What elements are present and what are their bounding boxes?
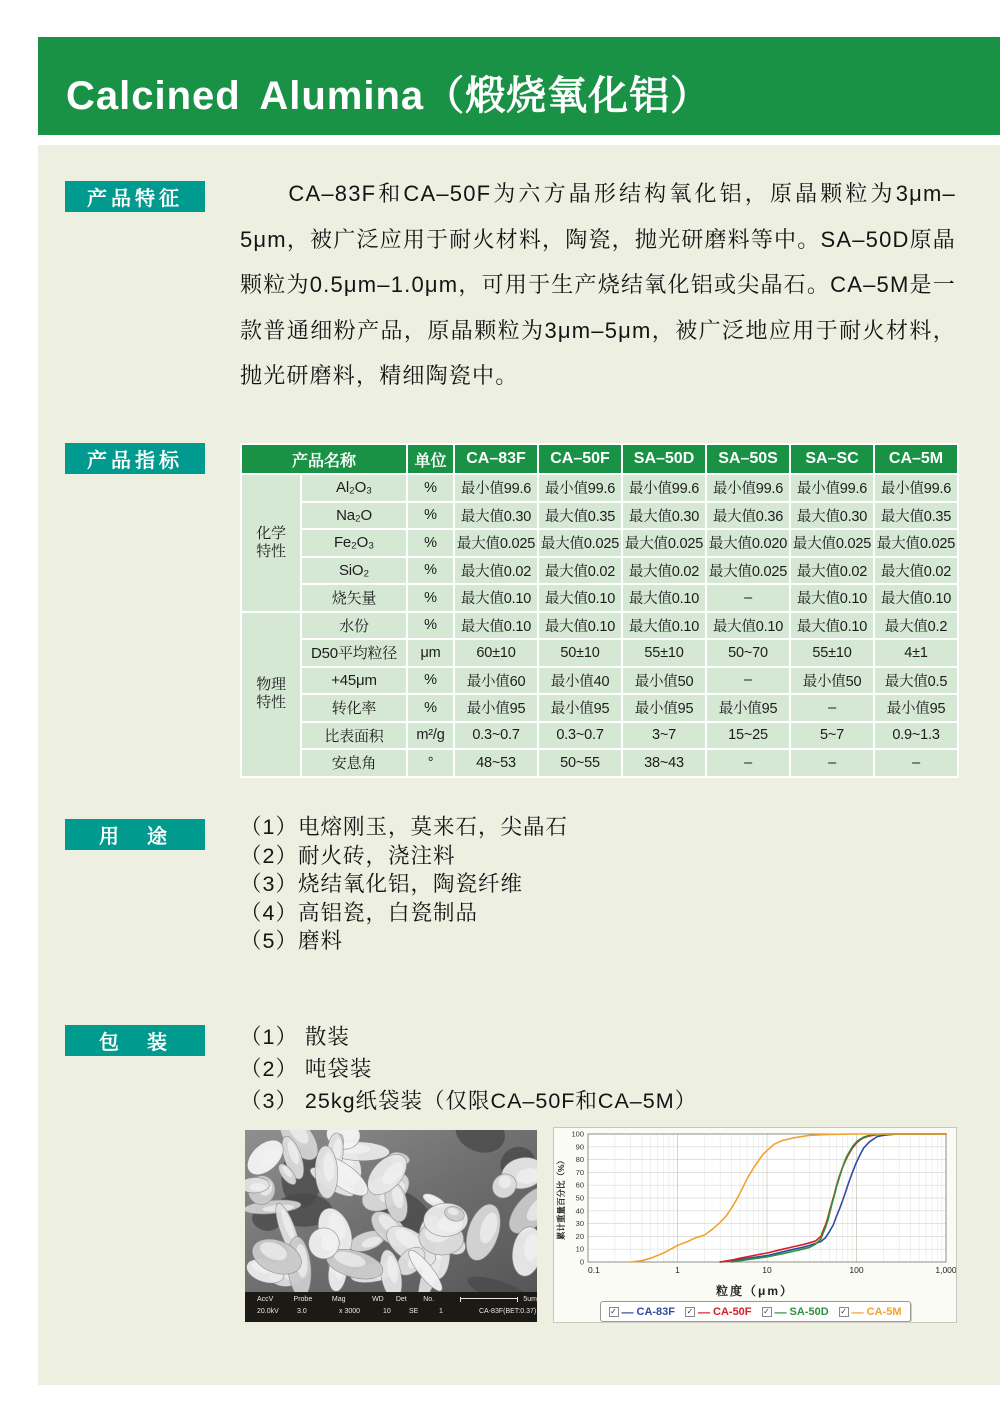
value-cell: – [706, 749, 790, 777]
unit-cell: μm [407, 639, 454, 667]
sem-sample-id: CA-83F(BET:0.37) [479, 1308, 537, 1315]
value-cell: 最小值95 [622, 694, 706, 722]
value-cell: 最大值0.020 [706, 529, 790, 557]
property-cell: 烧矢量 [301, 584, 407, 612]
sem-label-row [245, 1292, 537, 1304]
legend-item-SA-50D [762, 1306, 829, 1318]
legend-line-swatch: — [774, 1304, 787, 1319]
table-row [241, 529, 958, 557]
unit-cell: % [407, 667, 454, 695]
legend-item-CA-5M [839, 1306, 902, 1318]
unit-cell: % [407, 584, 454, 612]
property-cell: D50平均粒径 [301, 639, 407, 667]
y-tick-label: 40 [575, 1206, 584, 1216]
list-item: （1）电熔刚玉，莫来石，尖晶石 [240, 815, 568, 839]
legend-label: SA-50D [789, 1305, 829, 1318]
table-row [241, 612, 958, 640]
legend-line-swatch: — [621, 1304, 634, 1319]
page-title: Calcined Alumina（煅烧氧化铝） [66, 74, 712, 118]
value-cell: 5~7 [790, 722, 874, 750]
value-cell: 38~43 [622, 749, 706, 777]
value-cell: 最大值0.2 [874, 612, 958, 640]
sem-col-label: WD [372, 1296, 384, 1303]
row-group-label: 物理 特性 [241, 612, 301, 777]
value-cell: 最小值99.6 [454, 474, 538, 502]
value-cell: 最小值99.6 [538, 474, 622, 502]
value-cell: 最大值0.10 [790, 612, 874, 640]
content-panel [38, 145, 1000, 1385]
section-tag-uses: 用 途 [65, 819, 205, 850]
sem-col-value: x 3000 [339, 1308, 361, 1315]
property-cell: 安息角 [301, 749, 407, 777]
unit-cell: % [407, 474, 454, 502]
legend-checkbox-icon: ✓ [686, 1306, 694, 1316]
value-cell: 最大值0.025 [454, 529, 538, 557]
legend-checkbox-icon: ✓ [610, 1306, 617, 1316]
legend-label: CA-5M [866, 1305, 902, 1318]
x-tick-label: 10 [762, 1265, 772, 1275]
sem-col-label: Mag [331, 1296, 346, 1303]
value-cell: 50~55 [538, 749, 622, 777]
list-item: （5）磨料 [240, 929, 343, 953]
unit-cell: % [407, 612, 454, 640]
value-cell: – [706, 667, 790, 695]
value-cell: 最小值99.6 [874, 474, 958, 502]
x-tick-label: 0.1 [588, 1265, 600, 1275]
property-cell: +45μm [301, 667, 407, 695]
value-cell: 50±10 [538, 639, 622, 667]
value-cell: 最大值0.10 [454, 612, 538, 640]
value-cell: 最大值0.10 [538, 612, 622, 640]
sem-scale-label: 5um [523, 1296, 538, 1303]
y-tick-label: 70 [575, 1167, 584, 1177]
unit-cell: m²/g [407, 722, 454, 750]
value-cell: 最小值50 [790, 667, 874, 695]
sem-col-label: Probe [293, 1296, 313, 1303]
value-cell: 60±10 [454, 639, 538, 667]
value-cell: 最大值0.025 [790, 529, 874, 557]
list-item: （2） 吨袋装 [240, 1057, 373, 1081]
section-tag-specs: 产品指标 [65, 443, 205, 474]
value-cell: 4±1 [874, 639, 958, 667]
value-cell: 最小值95 [874, 694, 958, 722]
chart-legend [600, 1301, 911, 1322]
sem-col-label: AccV [257, 1296, 274, 1303]
value-cell: 最小值99.6 [622, 474, 706, 502]
table-row [241, 749, 958, 777]
value-cell: 最小值60 [454, 667, 538, 695]
value-cell: – [706, 584, 790, 612]
value-cell: 0.3~0.7 [538, 722, 622, 750]
sem-value-row [245, 1304, 537, 1316]
row-group-label: 化学 特性 [241, 474, 301, 612]
x-tick-label: 1 [675, 1265, 680, 1275]
section-tag-packaging: 包 装 [65, 1025, 205, 1056]
psd-plot-area [554, 1128, 956, 1280]
list-item: （1） 散装 [240, 1025, 350, 1049]
sem-micrograph [245, 1130, 537, 1322]
value-cell: 最大值0.025 [538, 529, 622, 557]
value-cell: 最大值0.10 [538, 584, 622, 612]
legend-item-CA-50F [685, 1306, 752, 1318]
sem-col-value: 1 [439, 1308, 443, 1315]
value-cell: 最大值0.02 [538, 557, 622, 585]
sem-info-bar [245, 1292, 537, 1322]
value-cell: 0.9~1.3 [874, 722, 958, 750]
value-cell: 最大值0.30 [790, 502, 874, 530]
col-header-product: CA–83F [454, 444, 538, 474]
property-cell: 转化率 [301, 694, 407, 722]
table-row [241, 667, 958, 695]
col-header-product: CA–5M [874, 444, 958, 474]
y-tick-label: 60 [575, 1180, 584, 1190]
value-cell: 最小值99.6 [706, 474, 790, 502]
legend-item-CA-83F [609, 1306, 676, 1318]
legend-line-swatch: — [851, 1304, 864, 1319]
value-cell: 最大值0.02 [454, 557, 538, 585]
y-tick-label: 90 [575, 1142, 584, 1152]
packaging-list [240, 1021, 697, 1117]
value-cell: 最大值0.35 [874, 502, 958, 530]
unit-cell: % [407, 694, 454, 722]
value-cell: 最大值0.35 [538, 502, 622, 530]
y-tick-label: 20 [575, 1231, 584, 1241]
value-cell: 55±10 [622, 639, 706, 667]
features-paragraph: CA–83F和CA–50F为六方晶形结构氧化铝，原晶颗粒为3μm–5μm，被广泛应用于耐火材料，陶瓷，抛光研磨料等中。SA–50D原晶颗粒为0.5μm–1.0μm，可用于生产烧结氧化铝或尖晶石。CA–5M是一款普通细粉产品，原晶颗粒为3μm–5μm，被广泛地应用于耐火材料，抛光研磨料，精细陶瓷中。 [240, 181, 956, 388]
value-cell: 最大值0.10 [706, 612, 790, 640]
property-cell: 水份 [301, 612, 407, 640]
unit-cell: % [407, 502, 454, 530]
property-cell: SiO₂ [301, 557, 407, 585]
sem-scale-bar [460, 1297, 519, 1302]
value-cell: 48~53 [454, 749, 538, 777]
value-cell: 最大值0.10 [790, 584, 874, 612]
legend-label: CA-83F [636, 1305, 676, 1318]
value-cell: – [874, 749, 958, 777]
chart-x-axis-label: 粒度（μm） [715, 1284, 794, 1298]
header-banner [38, 37, 1000, 135]
y-tick-label: 80 [575, 1155, 584, 1165]
value-cell: 0.3~0.7 [454, 722, 538, 750]
value-cell: 最大值0.02 [874, 557, 958, 585]
list-item: （4）高铝瓷，白瓷制品 [240, 900, 478, 925]
value-cell: 55±10 [790, 639, 874, 667]
legend-checkbox-icon: ✓ [763, 1306, 770, 1316]
uses-list [240, 813, 568, 956]
sem-particles-image [245, 1130, 537, 1292]
spec-table [240, 443, 959, 778]
value-cell: 最大值0.5 [874, 667, 958, 695]
property-cell: Al₂O₃ [301, 474, 407, 502]
sem-col-label: No. [423, 1296, 435, 1303]
col-header-unit: 单位 [407, 444, 454, 474]
table-row [241, 584, 958, 612]
value-cell: 最大值0.02 [622, 557, 706, 585]
legend-label: CA-50F [713, 1305, 752, 1318]
value-cell: 最大值0.02 [790, 557, 874, 585]
value-cell: 最大值0.30 [454, 502, 538, 530]
col-header-product: SA–50S [706, 444, 790, 474]
legend-checkbox-icon: ✓ [840, 1306, 847, 1316]
value-cell: 最大值0.10 [622, 584, 706, 612]
list-item: （3）烧结氧化铝，陶瓷纤维 [240, 872, 523, 896]
property-cell: Na₂O [301, 502, 407, 530]
value-cell: 最大值0.30 [622, 502, 706, 530]
sem-col-value: SE [409, 1308, 419, 1315]
y-tick-label: 30 [575, 1219, 584, 1229]
table-row [241, 722, 958, 750]
value-cell: 3~7 [622, 722, 706, 750]
table-row [241, 557, 958, 585]
value-cell: 最大值0.025 [874, 529, 958, 557]
sem-col-label: Det [395, 1296, 407, 1303]
value-cell: 最小值95 [538, 694, 622, 722]
property-cell: 比表面积 [301, 722, 407, 750]
value-cell: 50~70 [706, 639, 790, 667]
spec-table-header-row [241, 444, 958, 474]
value-cell: 最大值0.10 [874, 584, 958, 612]
value-cell: 最小值50 [622, 667, 706, 695]
x-tick-label: 100 [849, 1265, 864, 1275]
table-row [241, 474, 958, 502]
property-cell: Fe₂O₃ [301, 529, 407, 557]
psd-chart [553, 1127, 957, 1323]
col-header-product: CA–50F [538, 444, 622, 474]
value-cell: 15~25 [706, 722, 790, 750]
table-row [241, 502, 958, 530]
x-tick-label: 1,000 [935, 1265, 956, 1275]
section-tag-features: 产品特征 [65, 181, 205, 212]
value-cell: 最小值40 [538, 667, 622, 695]
list-item: （2）耐火砖，浇注料 [240, 843, 456, 868]
list-item: （3） 25kg纸袋装（仅限CA–50F和CA–5M） [240, 1089, 698, 1113]
value-cell: 最大值0.025 [622, 529, 706, 557]
col-header-product: SA–SC [790, 444, 874, 474]
value-cell: 最大值0.10 [622, 612, 706, 640]
y-tick-label: 50 [575, 1193, 584, 1203]
unit-cell: % [407, 557, 454, 585]
value-cell: 最大值0.36 [706, 502, 790, 530]
table-row [241, 694, 958, 722]
col-header-product: SA–50D [622, 444, 706, 474]
sem-col-value: 20.0kV [257, 1308, 279, 1315]
col-header-name: 产品名称 [241, 444, 407, 474]
legend-line-swatch: — [698, 1304, 711, 1319]
value-cell: 最小值95 [454, 694, 538, 722]
value-cell: 最大值0.025 [706, 557, 790, 585]
y-tick-label: 100 [571, 1129, 584, 1139]
sem-col-value: 3.0 [297, 1308, 307, 1315]
unit-cell: % [407, 529, 454, 557]
value-cell: 最小值95 [706, 694, 790, 722]
unit-cell: ° [407, 749, 454, 777]
sem-col-value: 10 [383, 1308, 391, 1315]
table-row [241, 639, 958, 667]
value-cell: – [790, 694, 874, 722]
value-cell: 最大值0.10 [454, 584, 538, 612]
value-cell: 最小值99.6 [790, 474, 874, 502]
chart-y-axis-label: 累计重量百分比（%） [556, 1155, 566, 1241]
y-tick-label: 10 [575, 1244, 584, 1254]
y-tick-label: 0 [579, 1257, 584, 1267]
value-cell: – [790, 749, 874, 777]
